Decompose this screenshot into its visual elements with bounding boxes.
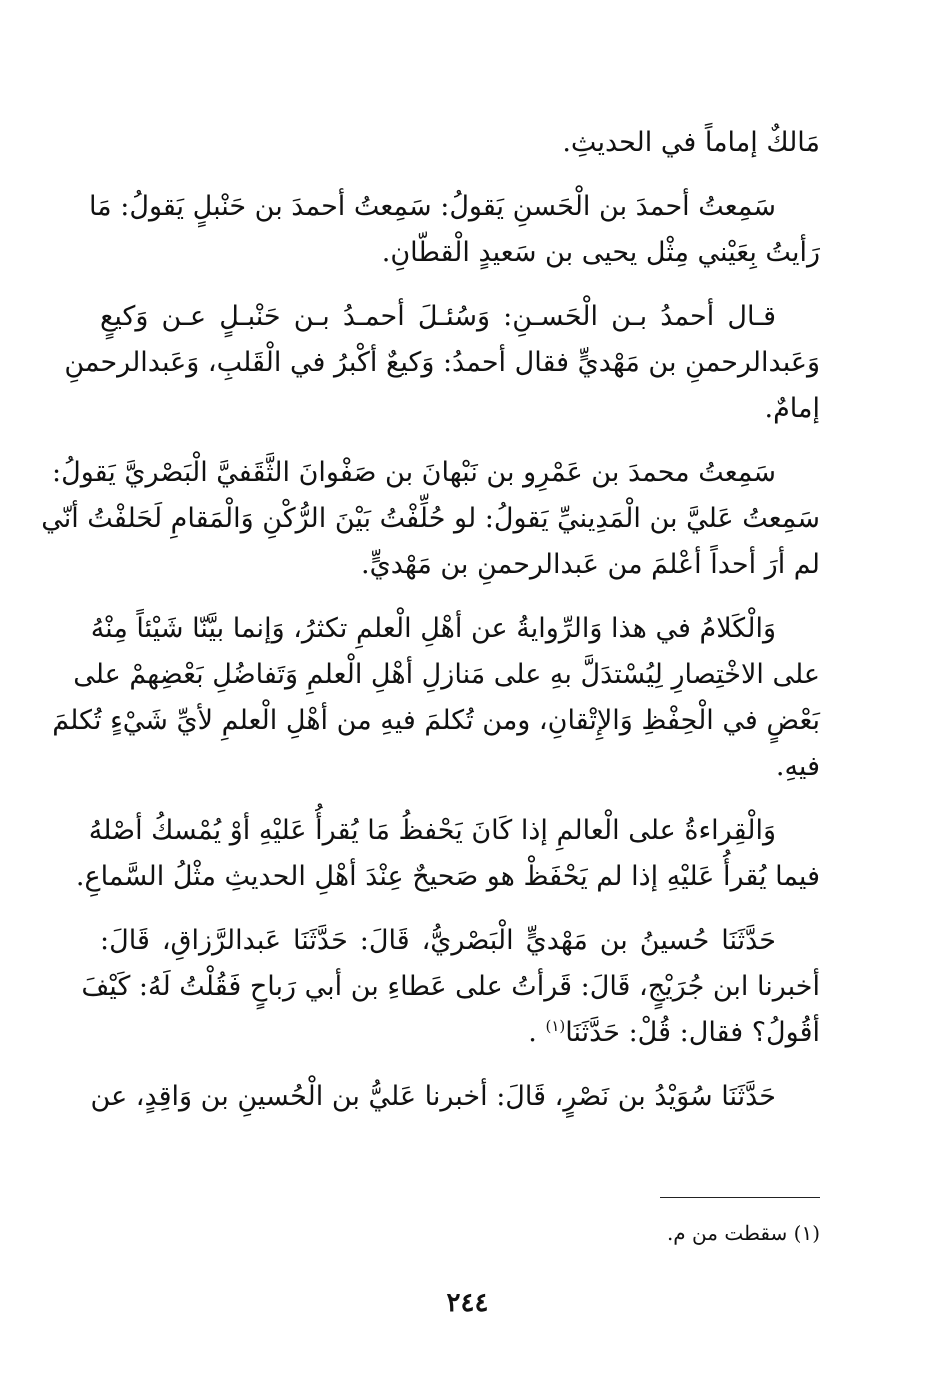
text-line: فيما يُقرأُ عَليْهِ إذا لم يَحْفَظْ هو صَحيحٌ عِنْدَ أهْلِ الحديثِ مثْلُ السَّماعِ. [75, 861, 820, 892]
text-line: أخبرنا ابن جُرَيْجٍ، قَالَ: قَرأتُ على عَطاءِ بن أبي رَباحٍ فَقُلْتُ لَهُ: كَيْفَ [81, 971, 820, 1002]
text-line: حَدَّثَنَا سُوَيْدُ بن نَصْرٍ، قَالَ: أخبرنا عَليُّ بن الْحُسينِ بن وَاقِدٍ، عن [90, 1081, 776, 1112]
text-line: وَالْقِراءةُ على الْعالمِ إذا كَانَ يَحْفظُ مَا يُقرأُ عَليْهِ أوْ يُمْسكُ أصْلهُ [88, 815, 776, 846]
text-line: وَعَبدالرحمنِ بن مَهْديٍّ فقال أحمدُ: وَكيعٌ أكْبرُ في الْقَلبِ، وَعَبدالرحمنِ [64, 347, 820, 378]
text-line: بَعْضٍ في الْحِفْظِ وَالإِتْقانِ، ومن تُكلمَ فيهِ من أهْلِ الْعلمِ لأيِّ شَيْءٍ تُكلمَ [52, 705, 820, 736]
text-line: على الاخْتِصارِ لِيُسْتدَلَّ بهِ على مَنازلِ أهْلِ الْعلمِ وَتَفاضُلِ بَعْضِهمْ على [73, 659, 820, 690]
text-line: فيهِ. [775, 751, 820, 782]
text-line: رَأيتُ بِعَيْني مِثْل يحيى بن سَعيدٍ الْقطّانِ. [381, 237, 820, 268]
page-number: ٢٤٤ [446, 1288, 489, 1318]
text-fragment: . [528, 1017, 546, 1048]
footnote-separator [660, 1197, 820, 1198]
paragraph-8 [90, 1074, 820, 1120]
text-line: حَدَّثَنَا حُسينُ بن مَهْديٍّ الْبَصْريُّ، قَالَ: حَدَّثَنَا عَبدالرَّزاقِ، قَالَ: [100, 925, 776, 956]
text-line: قـال أحمدُ بـن الْحَسـنِ: وَسُئـلَ أحمـدُ بـن حَنْبـلٍ عـن وَكيعٍ [100, 301, 776, 332]
footnote-text: سقطت من م. [666, 1221, 788, 1245]
page-body [41, 120, 820, 1138]
text-line: لم أرَ أحداً أعْلمَ من عَبدالرحمنِ بن مَهْديٍّ. [361, 549, 820, 580]
footnote [667, 1218, 820, 1248]
text-line [100, 1010, 820, 1056]
paragraph-4 [41, 450, 820, 588]
paragraph-1 [100, 120, 820, 166]
paragraph-7 [81, 918, 820, 1056]
text-fragment: أقُولُ؟ فقال: قُلْ: حَدَّثَنَا [565, 1017, 820, 1048]
text-line: وَالْكَلامُ في هذا وَالرِّوايةُ عن أهْلِ الْعلمِ تكثرُ، وَإنما بيَّنّا شَيْئاً مِنْهُ [90, 613, 776, 644]
footnote-reference[interactable]: (١) [545, 1017, 566, 1035]
text-line: سَمِعتُ أحمدَ بن الْحَسنِ يَقولُ: سَمِعتُ أحمدَ بن حَنْبلٍ يَقولُ: مَا [88, 191, 776, 222]
text-line: إمامٌ. [764, 393, 820, 424]
text-line: سَمِعتُ عَليَّ بن الْمَدِينيِّ يَقولُ: لو حُلِّفْتُ بَيْنَ الرُّكْنِ وَالْمَقامِ لَحَلفْتُ أنّي [41, 503, 820, 534]
paragraph-3 [64, 294, 820, 432]
paragraph-2 [88, 184, 820, 276]
paragraph-5 [52, 606, 820, 790]
paragraph-6 [75, 808, 820, 900]
text-line: مَالكٌ إماماً في الحديثِ. [562, 127, 820, 158]
text-line: سَمِعتُ محمدَ بن عَمْرِو بن نَبْهانَ بن صَفْوانَ الثَّقَفيَّ الْبَصْريَّ يَقولُ: [51, 457, 776, 488]
footnote-marker: (١) [793, 1221, 820, 1245]
